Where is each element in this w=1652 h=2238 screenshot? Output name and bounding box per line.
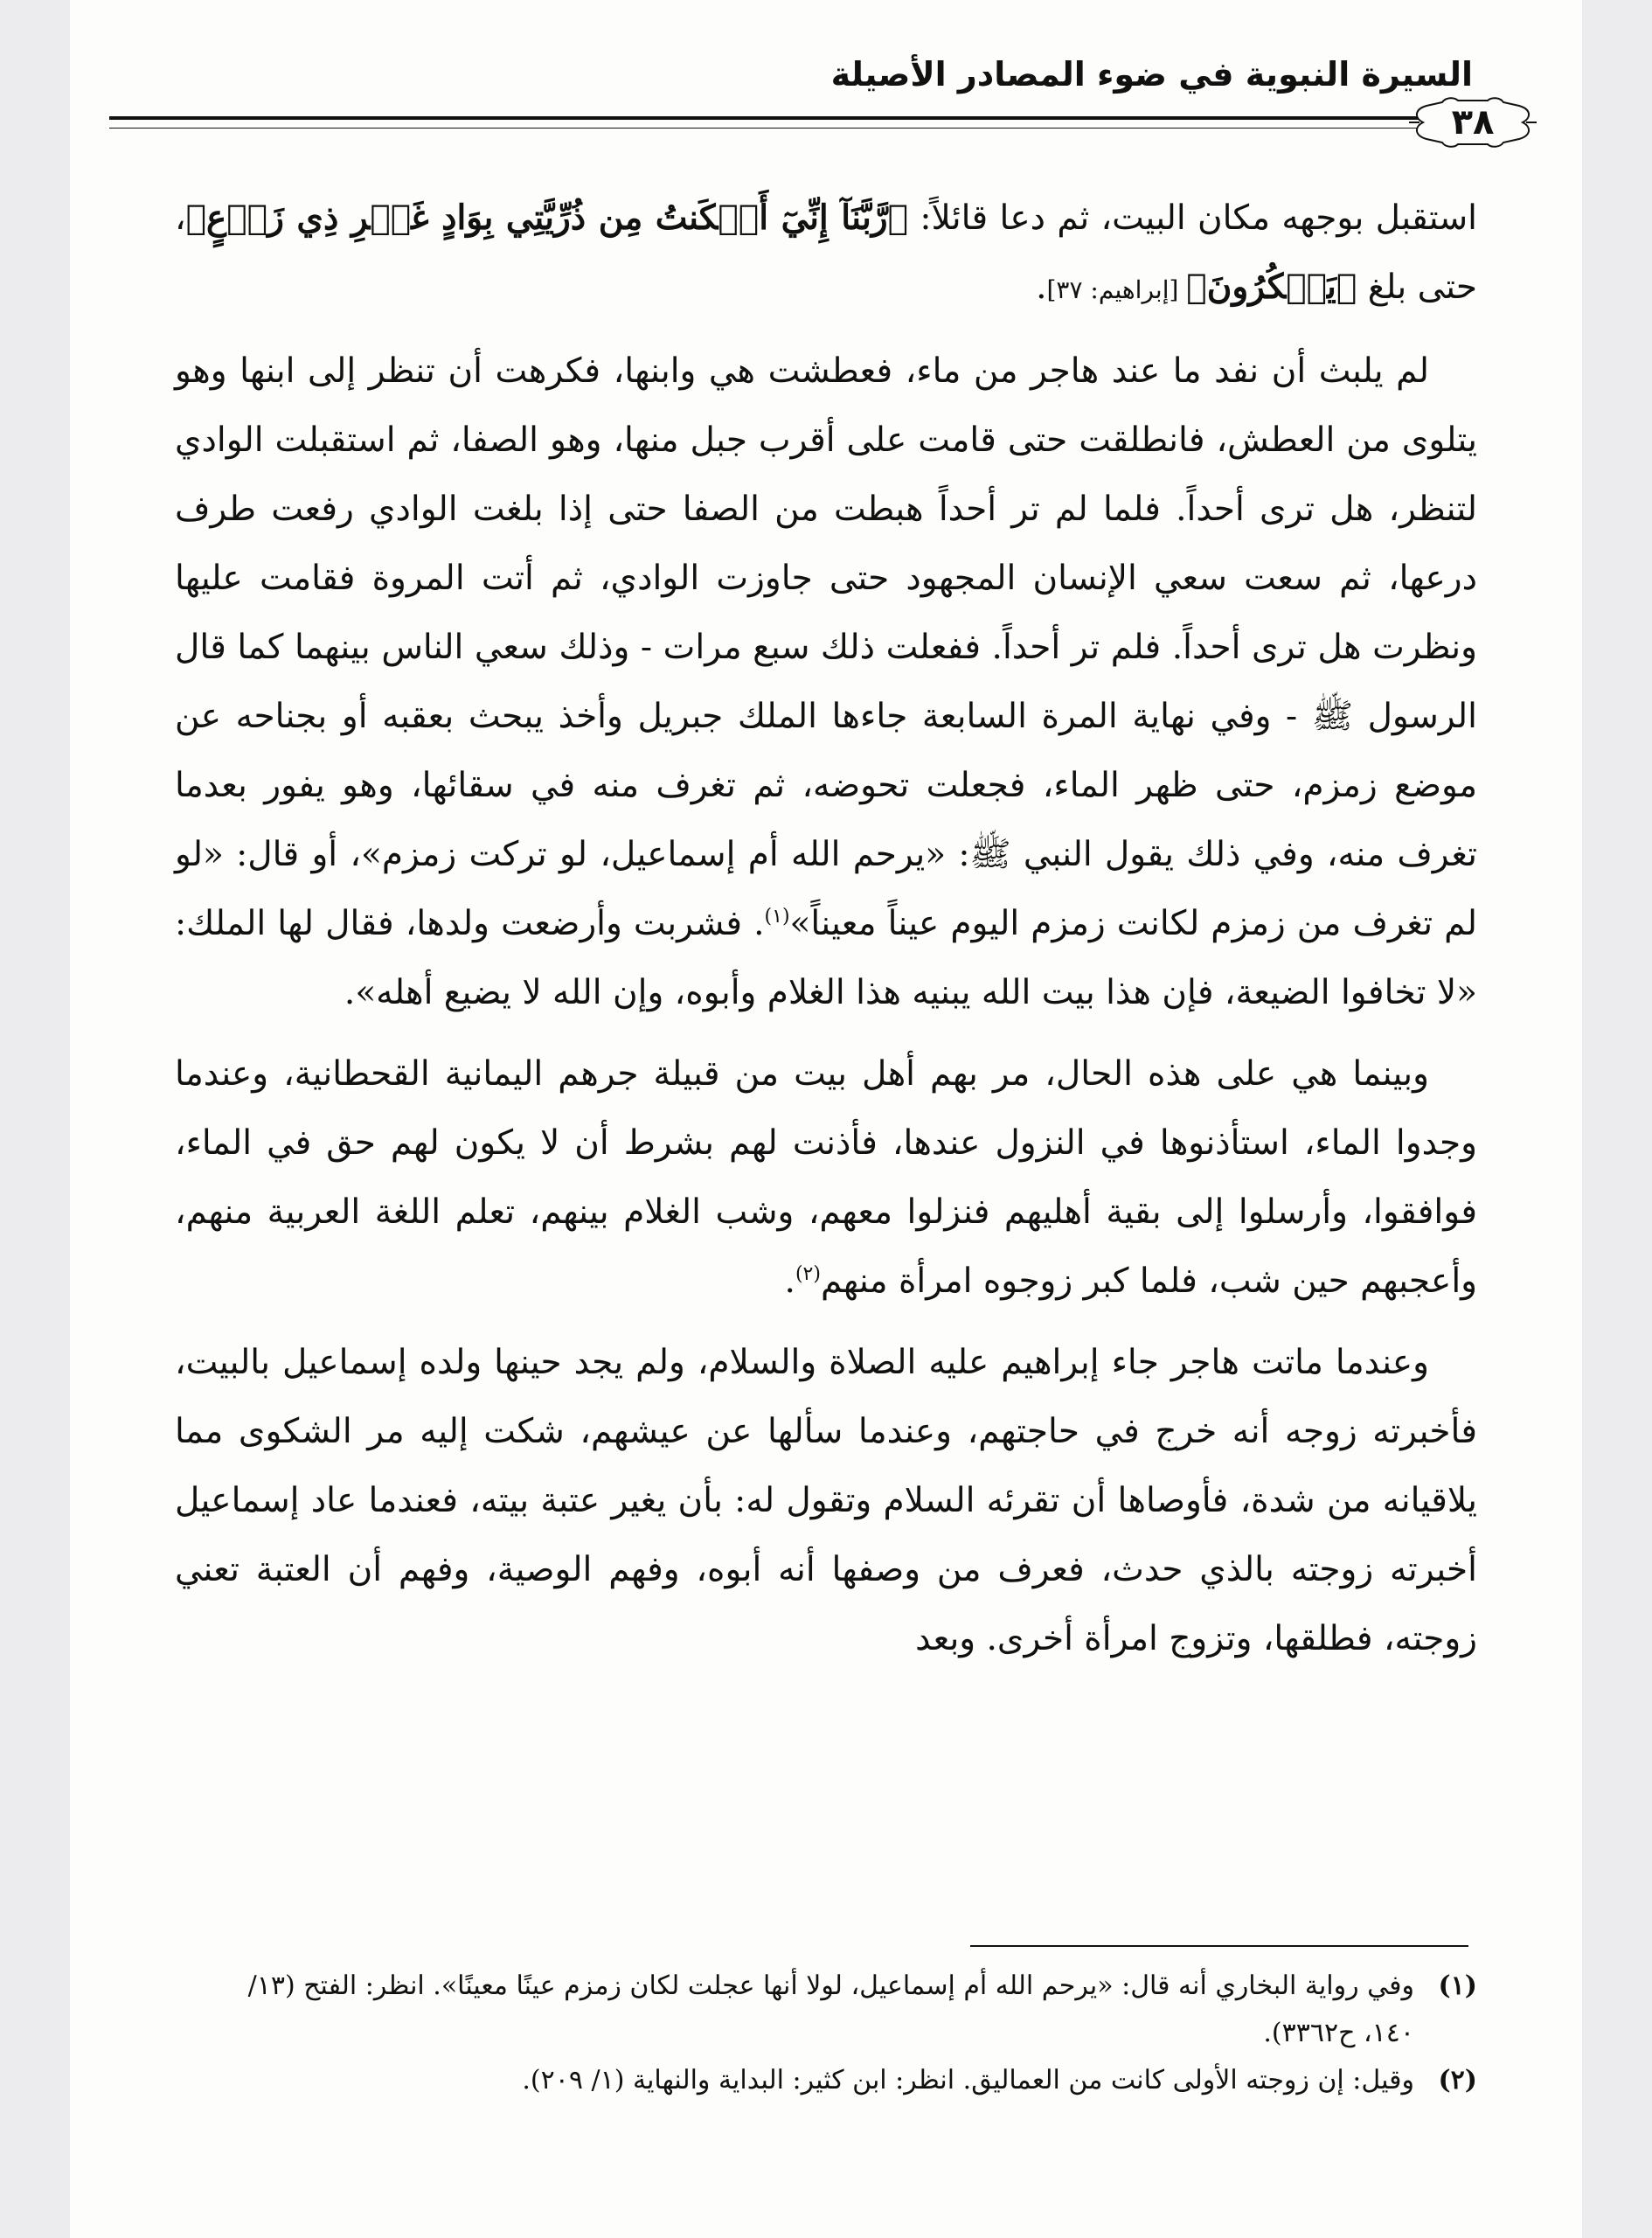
page-number: ٣٨ (1451, 102, 1495, 142)
footnote-ref-2[interactable]: (٢) (795, 1263, 821, 1285)
running-title: السيرة النبوية في ضوء المصادر الأصيلة (830, 55, 1473, 94)
p1-text-b: ، حتى بلغ (175, 198, 1477, 307)
p3-text-a: وبينما هي على هذه الحال، مر بهم أهل بيت من قبيلة جرهم اليمانية القحطانية، وعندما وجدوا الماء، استأذنوها في النزول عندها، فأذنت لهم بشرط أن لا يكون لهم حق في الماء، فوافقوا، وأرسلوا إلى بقية أهليهم فنزلوا معهم، وشب الغلام بينهم، تعلم اللغة العربية منهم، وأعجبهم حين شب، فلما كبر زوجوه امرأة منهم (175, 1054, 1477, 1301)
page-number-ornament (1407, 92, 1538, 153)
paragraph-2 (175, 337, 1477, 1027)
page-header (109, 48, 1495, 144)
footnotes (245, 1963, 1477, 2104)
body-text (175, 184, 1477, 1673)
footnote-separator (970, 1945, 1468, 1947)
footnote-text: وقيل: إن زوجته الأولى كانت من العماليق. انظر: ابن كثير: البداية والنهاية (١/ ٢٠٩). (522, 2065, 1414, 2096)
p1-end: . (1036, 268, 1047, 307)
paragraph-1 (175, 184, 1477, 324)
p2-text-a: لم يلبث أن نفد ما عند هاجر من ماء، فعطشت هي وابنها، فكرهت أن تنظر إلى ابنها وهو يتلوى من العطش، فانطلقت حتى قامت على أقرب جبل منها، وهو الصفا، ثم استقبلت الوادي لتنظر، هل ترى أحداً. فلما لم تر أحداً هبطت من الصفا حتى إذا بلغت الوادي رفعت طرف درعها، ثم سعت سعي الإنسان المجهود حتى جاوزت الوادي، ثم أتت المروة فقامت عليها ونظرت هل ترى أحداً. فلم تر أحداً. ففعلت ذلك سبع مرات - وذلك سعي الناس بينهما كما قال الرسول ﷺ - وفي نهاية المرة السابعة جاءها الملك جبريل وأخذ يبحث بعقبه أو بجناحه عن موضع زمزم، حتى ظهر الماء، فجعلت تحوضه، ثم تغرف منه في سقائها، وهو يفور بعدما تغرف منه، وفي ذلك يقول النبي ﷺ: «يرحم الله أم إسماعيل، لو تركت زمزم»، أو قال: «لو لم تغرف من زمزم لكانت زمزم اليوم عيناً معيناً» (175, 351, 1477, 943)
footnote-2 (245, 2057, 1477, 2104)
quran-verse-2: ﴿يَشۡكُرُونَ﴾ (1186, 267, 1357, 307)
quran-citation: [إبراهيم: ٣٧] (1046, 275, 1187, 304)
p1-text-a: استقبل بوجهه مكان البيت، ثم دعا قائلاً: (908, 198, 1477, 238)
p2-text-b: . فشربت وأرضعت ولدها، فقال لها الملك: «لا تخافوا الضيعة، فإن هذا بيت الله يبنيه هذا الغلام وأبوه، وإن الله لا يضيع أهله». (175, 904, 1477, 1012)
paragraph-3 (175, 1039, 1477, 1316)
footnote-1 (245, 1963, 1477, 2057)
paragraph-4 (175, 1328, 1477, 1673)
header-rule (109, 116, 1473, 129)
footnote-number: (٢) (1438, 2065, 1477, 2096)
p3-text-b: . (784, 1261, 795, 1301)
footnote-text: وفي رواية البخاري أنه قال: «يرحم الله أم إسماعيل، لولا أنها عجلت لكان زمزم عينًا معينًا». انظر: الفتح (١٣/ ١٤٠، ح٣٣٦٢). (247, 1970, 1414, 2048)
footnote-number: (١) (1438, 1970, 1477, 2001)
footnote-ref-1[interactable]: (١) (764, 906, 790, 928)
p4-text-a: وعندما ماتت هاجر جاء إبراهيم عليه الصلاة والسلام، ولم يجد حينها ولده إسماعيل بالبيت، فأخبرته زوجه أنه خرج في حاجتهم، وعندما سألها عن عيشهم، شكت إليه مر الشكوى مما يلاقيانه من شدة، فأوصاها أن تقرئه السلام وتقول له: بأن يغير عتبة بيته، فعندما عاد إسماعيل أخبرته زوجته بالذي حدث، فعرف من وصفها أنه أبوه، وفهم الوصية، وفهم أن العتبة تعني زوجته، فطلقها، وتزوج امرأة أخرى. وبعد (175, 1343, 1477, 1658)
quran-verse-1: ﴿رَّبَّنَآ إِنِّيٓ أَسۡكَنتُ مِن ذُرِّيَّتِي بِوَادٍ غَيۡرِ ذِي زَرۡعٍ﴾ (185, 198, 909, 238)
